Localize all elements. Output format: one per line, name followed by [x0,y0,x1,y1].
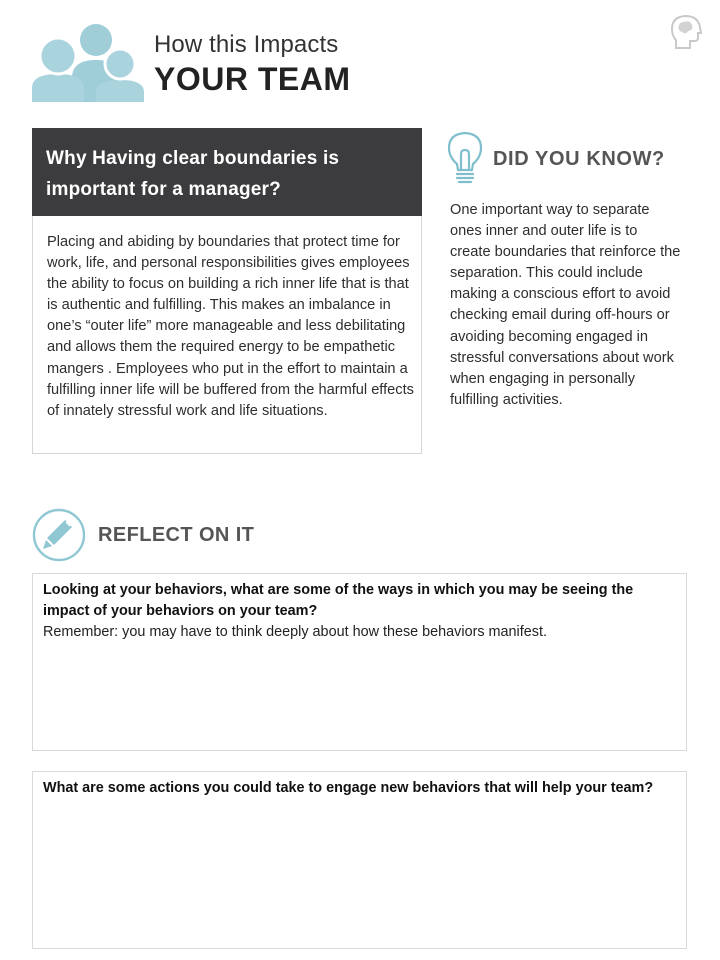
reflect-prompt-box[interactable] [32,573,687,751]
reflect-title: REFLECT ON IT [98,524,255,546]
did-you-know-title: DID YOU KNOW? [493,148,665,170]
boundaries-body: Placing and abiding by boundaries that protect time for work, life, and personal responsibilities gives employees the ability to focus on building a rich inner life that is that is authentic and fulfilling. This makes an imbalance in one’s “outer life” more manageable and less debilitating and allows them the required energy to be empathetic mangers . Employees who put in the effort to maintain a fulfilling inner life will be buffered from the harmful effects of innately stressful work and life situations. [47,234,414,419]
reflect-question: What are some actions you could take to engage new behaviors that will help your team? [43,780,654,796]
reflect-note: Remember: you may have to think deeply about how these behaviors manifest. [43,624,547,640]
pencil-icon [32,508,86,562]
lightbulb-icon [446,130,484,186]
team-people-icon [32,16,144,102]
reflect-prompt-box[interactable] [32,771,687,949]
boundaries-heading: Why Having clear boundaries is important for a manager? [32,128,422,216]
boundaries-card [32,128,422,454]
reflect-question: Looking at your behaviors, what are some of the ways in which you may be seeing the impact of your behaviors on your team? [43,582,634,619]
header-subtitle: How this Impacts [154,31,339,58]
page-title: YOUR TEAM [154,61,351,97]
did-you-know-body: One important way to separate ones inner and outer life is to create boundaries that reinforce the separation. This could include making a conscious effort to avoid checking email during off-hours or avoiding becoming engaged in stressful conversations about work when engaging in personally fulfilling activities. [450,202,681,408]
head-profile-icon [670,14,702,50]
